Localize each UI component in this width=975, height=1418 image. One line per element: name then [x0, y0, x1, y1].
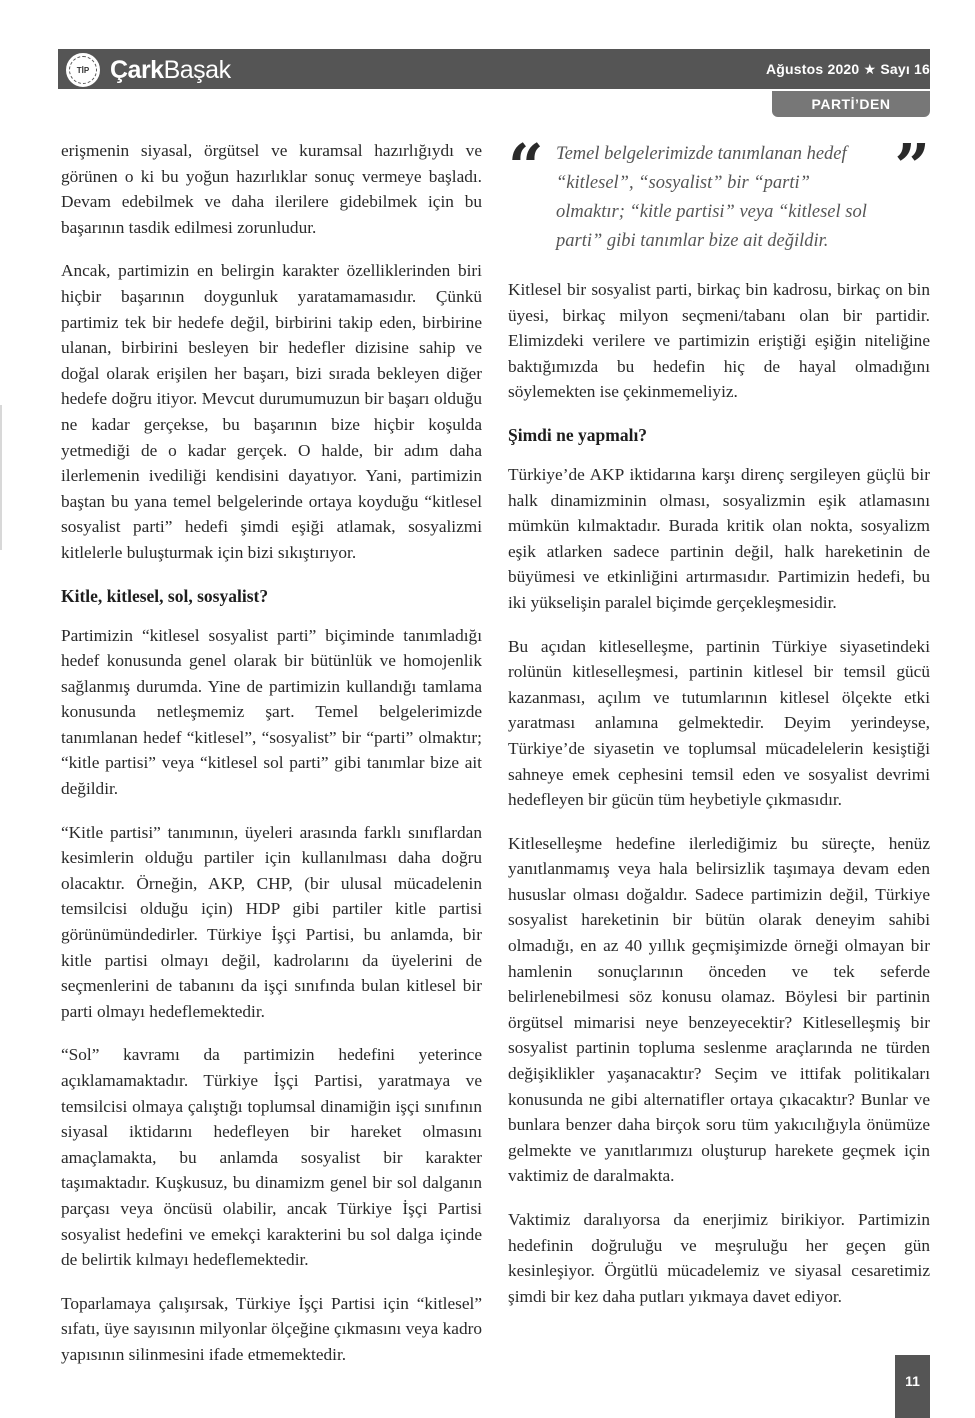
- issue-info: Ağustos 2020 ★ Sayı 16: [765, 61, 930, 77]
- paragraph: “Kitle partisi” tanımının, üyeleri arasında farklı sınıflardan kesimlerin olduğu partiler için kullanılması daha doğru olacaktır. Örneğin, AKP, CHP, (bir ulusal mücadelenin temsilcisi olduğu için) HDP gibi partiler kitle partisi görünümündedirler. Türkiye İşçi Partisi, bu anlamda, bir kitle partisi olmayı değil, kadrolarını da üyelerini de seçmenlerini de tabanını da işçi sınıfında bulan kitlesel bir parti olmayı hedeflemektedir.: [61, 822, 482, 1021]
- paragraph: Kitleselleşme hedefine ilerlediğimiz bu süreçte, henüz yanıtlanmamış veya hala belirsizlik taşımaya devam eden hususlar olması doğaldır. Sadece partimizin değil, Türkiye sosyalist hareketinin bir bütün olarak deneyim sahibi olmadığı, en az 40 yıllık geçmişimizde örneği olmayan bir hamlenin sonuçlarının önceden ve tek seferde belirlenebilmesi söz konusu olamaz. Böylesi bir partinin örgütsel mimarisi neye benzeyecektir? Kitleselleşmiş bir sosyalist partinin topluma seslenme araçlarında ne türden değişiklikler yaşanacaktır? Seçim ve ittifak politikaları konusunda ne gibi alternatifler ortaya çıkacaktır? Bunlar ve bunlara benzer daha birçok soru tüm yakıcılığıyla önümüze gelmekte ve yanıtlarımızı oluşturup harekete geçmek için vaktimiz de daralmakta.: [508, 833, 930, 1186]
- pull-quote: [508, 130, 930, 256]
- paragraph: Toparlamaya çalışırsak, Türkiye İşçi Partisi için “kitlesel” sıfatı, üye sayısının milyonlar ölçeğine çıkmasını veya kadro yapısının silinmesini ifade etmemektedir.: [61, 1293, 482, 1364]
- paragraph: Türkiye’de AKP iktidarına karşı direnç sergileyen güçlü bir halk dinamizminin olması, sosyalizmin eşik atlamasını mümkün kılmaktadır. Burada kritik olan nokta, sosyalizm eşik atlarken sadece partinin değil, halk hareketinin de büyümesi ve etkinliğini artırmasıdır. Partimizin hedefi, bu iki yükselişin paralel biçimde gerçekleşmesidir.: [508, 464, 930, 612]
- right-column: [508, 130, 930, 1327]
- subheading: Kitle, kitlesel, sol, sosyalist?: [61, 585, 269, 606]
- magazine-logo: [64, 50, 231, 90]
- close-quote-icon: ”: [894, 130, 930, 203]
- brand-light: Başak: [163, 55, 231, 84]
- paragraph: erişmenin siyasal, örgütsel ve kuramsal hazırlığıydı ve görünen o ki bu yoğun hazırlıklar sonuç vermeye başladı. Devam edebilmek ve daha ilerilere gidebilmek için bu başarının tasdik edilmesi zorunludur.: [61, 141, 482, 237]
- paragraph: Kitlesel bir sosyalist parti, birkaç bin kadrosu, birkaç on bin üyesi, birkaç milyon seçmeni/tabanı olan bir partidir. Elimizdeki verilere ve partimizin eriştiği eşiğin niteliğine baktığımızda bu hedefin hiç de hayal olmadığını söylemekten ise çekinmemeliyiz.: [508, 280, 930, 402]
- section-tab: PARTİ’DEN: [772, 91, 930, 117]
- paragraph: Bu açıdan kitleselleşme, partinin Türkiye siyasetindeki rolünün kitleselleşmesi, partinin kitlesel bir temsil gücü kazanması, açılım ve tutumlarının kitlesel ölçekte etki yaratması anlamına gelmektedir. Deyim yerindeyse, Türkiye’de siyasetin ve toplumsal mücadelelerin kesiştiği sahneye emek cephesini temsil eden ve sosyalist devrimi hedefleyen bir gücün tüm heybetiyle çıkmasıdır.: [508, 636, 930, 810]
- subheading: Şimdi ne yapmalı?: [508, 424, 648, 445]
- party-seal-icon: [64, 51, 102, 89]
- page-edge-mark: [0, 405, 2, 550]
- brand-name: [110, 56, 231, 85]
- brand-bold: Çark: [110, 55, 164, 84]
- left-column: [61, 138, 482, 1386]
- paragraph: Ancak, partimizin en belirgin karakter özelliklerinden biri hiçbir başarının doygunluk yaratamamasıdır. Çünkü partimiz tek bir hedefe değil, birbirini takip eden, birbirine ulanan, birbirini besleyen bir hedefler dizisine sahip ve doğal olarak erişilen her başarı, bizi sırada bekleyen diğer hedefe doğru itiyor. Mevcut durumumuzun bir başarı olduğu ne kadar gerçekse, bu başarının bize hiçbir koşulda yetmediği de o kadar gerçek. O halde, bir adım daha ilerlemenin ivediliği kendisini dayatıyor. Yani, partimizin baştan bu yana temel belgelerinde ortaya koyduğu “kitlesel sosyalist parti” hedefi şimdi eşiği atlamak, sosyalizmi kitlelerle buluşturmak için bizi sıkıştırıyor.: [61, 261, 482, 562]
- page-number: 11: [895, 1355, 930, 1418]
- paragraph: Vaktimiz daralıyorsa da enerjimiz birikiyor. Partimizin hedefinin doğruluğu ve meşruluğu her geçen gün kesinleşiyor. Örgütlü mücadelemiz ve siyasal cesaretimiz şimdi bir kez daha putları yıkmaya davet ediyor.: [508, 1210, 930, 1306]
- paragraph: Partimizin “kitlesel sosyalist parti” biçiminde tanımladığı hedef konusunda genel olarak bir bütünlük ve homojenlik sağlanmış durumda. Yine de partimizin kullandığı tamlama konusunda netleşmemiz şart. Temel belgelerimizde tanımlanan hedef “kitlesel”, “sosyalist” bir “parti” olmaktır; “kitle partisi” veya “kitlesel sol parti” gibi tanımlar bize ait değildir.: [61, 625, 482, 799]
- open-quote-icon: “: [508, 130, 544, 203]
- pull-quote-text: Temel belgelerimizde tanımlanan hedef “kitlesel”, “sosyalist” bir “parti” olmaktır; “kitle partisi” veya “kitlesel sol parti” gibi tanımlar bize ait değildir.: [556, 144, 867, 251]
- seal-text: TİP: [69, 56, 97, 84]
- paragraph: “Sol” kavramı da partimizin hedefini yeterince açıklamamaktadır. Türkiye İşçi Partisi, yaratmaya ve temsilcisi olmaya çalıştığı toplumsal dinamiğin işçi sınıfının siyasal iktidarını hedefleyen bir hareket olmasını amaçlamakta, bu anlamda sosyalist bir karakter taşımaktadır. Kuşkusuz, bu dinamizm genel bir sol dalganın parçası veya öncüsü olabilir, ancak Türkiye İşçi Partisi sosyalist hedefini ve emekçi karakterini bu sol dalga içinde de belirtik kılmayı hedeflemektedir.: [61, 1045, 482, 1270]
